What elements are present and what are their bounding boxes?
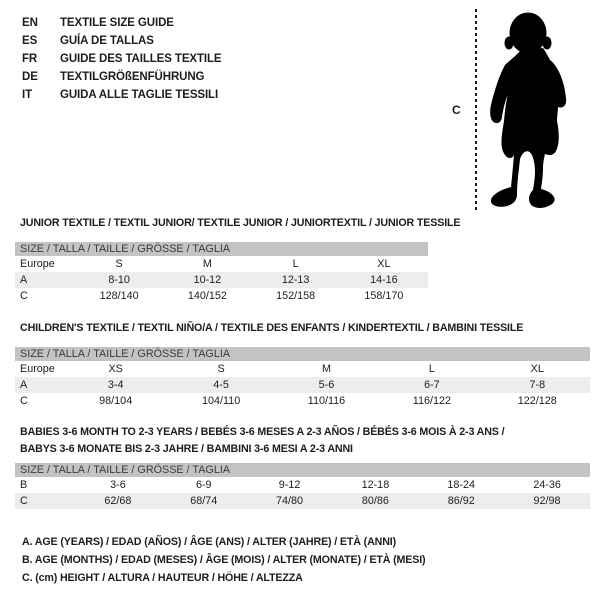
value-cell: 110/116: [307, 395, 346, 407]
language-code: DE: [22, 71, 38, 83]
value-cell: 104/110: [201, 395, 241, 407]
size-header-label: SIZE / TALLA / TAILLE / GRÖSSE / TAGLIA: [15, 242, 428, 256]
size-cell: M: [202, 258, 212, 270]
footnote-c: C. (cm) HEIGHT / ALTURA / HAUTEUR / HÖHE / ALTEZZA: [22, 572, 303, 584]
baby-silhouette-icon: [479, 4, 579, 209]
size-header-label: SIZE / TALLA / TAILLE / GRÖSSE / TAGLIA: [15, 347, 590, 361]
row-label: A: [15, 377, 63, 393]
table-row-b: [15, 477, 590, 493]
table-row-a: [15, 377, 590, 393]
value-cell: 7-8: [485, 377, 590, 393]
section-title-junior: JUNIOR TEXTILE / TEXTIL JUNIOR/ TEXTILE JUNIOR / JUNIORTEXTIL / JUNIOR TESSILE: [20, 217, 461, 229]
row-label: C: [20, 395, 28, 407]
height-measure-label: C: [452, 103, 461, 117]
value-cell: 62/68: [75, 493, 161, 509]
size-cell: XL: [377, 258, 391, 270]
value-cell: 86/92: [418, 493, 504, 509]
row-label: A: [15, 272, 75, 288]
value-cell: 14-16: [340, 272, 428, 288]
size-header-row: [15, 242, 428, 256]
section-title-babies-line1: BABIES 3-6 MONTH TO 2-3 YEARS / BEBÉS 3-6 MESES A 2-3 AÑOS / BÉBÉS 3-6 MOIS À 2-3 ANS /: [20, 426, 505, 438]
value-cell: 80/86: [332, 493, 418, 509]
value-cell: 8-10: [75, 272, 163, 288]
baby-head: [510, 13, 547, 54]
value-cell: 3-4: [63, 377, 168, 393]
value-cell: 12-18: [361, 479, 390, 491]
value-cell: 92/98: [504, 493, 590, 509]
size-cell: XS: [108, 363, 123, 375]
baby-ear-left: [505, 37, 514, 50]
language-row-de: [22, 68, 222, 86]
table-row-c: [15, 393, 590, 409]
size-header-row: [15, 347, 590, 361]
language-title: TEXTILE SIZE GUIDE: [60, 17, 174, 29]
row-label: C: [20, 290, 28, 302]
value-cell: 6-9: [195, 479, 212, 491]
value-cell: 9-12: [278, 479, 301, 491]
height-measure-dotted-line: [475, 9, 477, 211]
value-cell: 152/158: [276, 290, 316, 302]
size-letters-row: [15, 361, 590, 377]
value-cell: 10-12: [163, 272, 251, 288]
language-code: EN: [22, 17, 38, 29]
table-row-a: [15, 272, 428, 288]
footnotes: [22, 533, 425, 587]
region-label: Europe: [20, 363, 55, 375]
value-cell: 140/152: [187, 290, 227, 302]
value-cell: 5-6: [274, 377, 379, 393]
table-row-c: [15, 288, 428, 304]
value-cell: 116/122: [412, 395, 451, 407]
language-title: GUÍA DE TALLAS: [60, 35, 154, 47]
region-label: Europe: [20, 258, 55, 270]
footnote-a: A. AGE (YEARS) / EDAD (AÑOS) / ÂGE (ANS) / ALTER (JAHRE) / ETÀ (ANNI): [22, 536, 397, 548]
size-cell: XL: [530, 363, 544, 375]
size-letters-row: [15, 256, 428, 272]
language-title: GUIDA ALLE TAGLIE TESSILI: [60, 89, 219, 101]
value-cell: 158/170: [364, 290, 404, 302]
size-cell: L: [428, 363, 435, 375]
language-row-es: [22, 32, 222, 50]
junior-size-table: [15, 242, 428, 304]
language-row-en: [22, 14, 222, 32]
language-row-it: [22, 86, 222, 104]
value-cell: 128/140: [99, 290, 139, 302]
language-title: GUIDE DES TAILLES TEXTILE: [60, 53, 222, 65]
section-title-children: CHILDREN'S TEXTILE / TEXTIL NIÑO/A / TEXTILE DES ENFANTS / KINDERTEXTIL / BAMBINI TESSILE: [20, 322, 524, 334]
language-row-fr: [22, 50, 222, 68]
section-title-babies: [20, 424, 504, 457]
language-code: FR: [22, 53, 38, 65]
value-cell: 6-7: [379, 377, 484, 393]
value-cell: 18-24: [447, 479, 476, 491]
value-cell: 98/104: [99, 395, 133, 407]
baby-body: [490, 48, 566, 208]
row-label: B: [20, 479, 28, 491]
value-cell: 122/128: [517, 395, 557, 407]
value-cell: 74/80: [247, 493, 333, 509]
size-header-label: SIZE / TALLA / TAILLE / GRÖSSE / TAGLIA: [15, 463, 590, 477]
value-cell: 24-36: [533, 479, 561, 491]
size-cell: S: [217, 363, 225, 375]
size-cell: S: [115, 258, 123, 270]
table-row-c: [15, 493, 590, 509]
row-label: C: [15, 493, 75, 509]
size-cell: M: [321, 363, 331, 375]
language-title-list: [22, 14, 222, 104]
footnote-b: B. AGE (MONTHS) / EDAD (MESES) / ÂGE (MOIS) / ALTER (MONATE) / ETÀ (MESI): [22, 554, 426, 566]
value-cell: 12-13: [252, 272, 340, 288]
section-title-babies-line2: BABYS 3-6 MONATE BIS 2-3 JAHRE / BAMBINI 3-6 MESI A 2-3 ANNI: [20, 442, 353, 455]
language-code: ES: [22, 35, 38, 47]
babies-size-table: [15, 463, 590, 509]
value-cell: 4-5: [168, 377, 273, 393]
value-cell: 68/74: [161, 493, 247, 509]
language-title: TEXTILGRÖßENFÜHRUNG: [60, 71, 205, 83]
size-cell: L: [292, 258, 299, 270]
value-cell: 3-6: [110, 479, 126, 491]
size-header-row: [15, 463, 590, 477]
children-size-table: [15, 347, 590, 409]
baby-ear-right: [543, 37, 552, 50]
language-code: IT: [22, 89, 33, 101]
